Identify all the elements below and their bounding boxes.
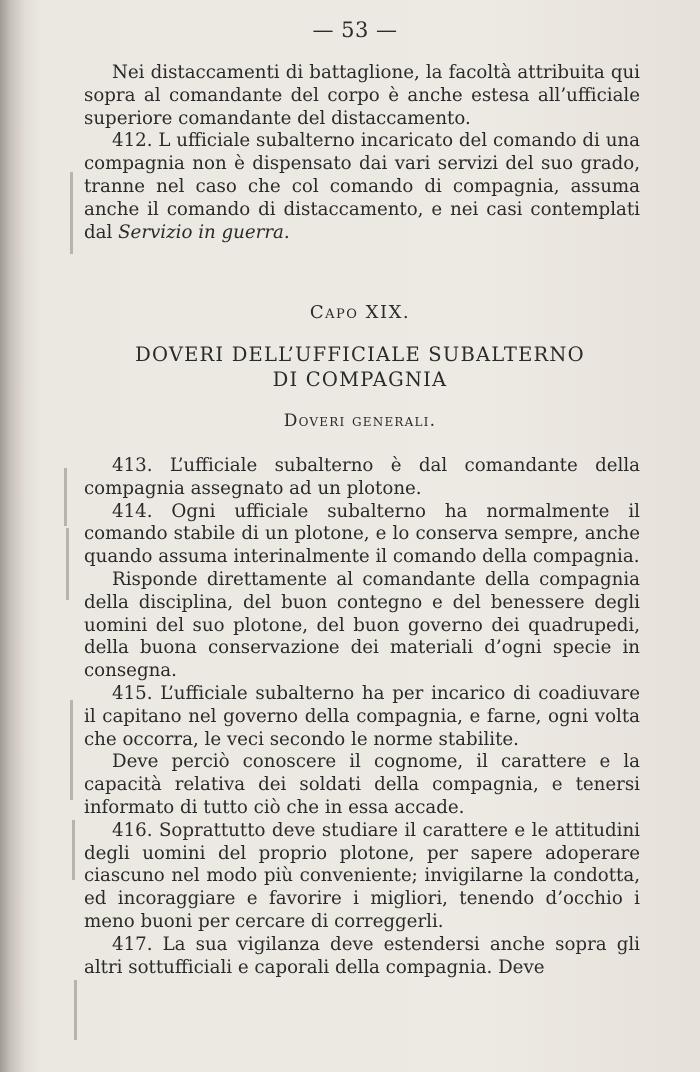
paragraph-417: 417. La sua vigilanza deve estendersi anche sopra gli altri sottufficiali e caporali della compagnia. Deve (84, 933, 640, 978)
margin-mark (74, 980, 77, 1040)
servizio-in-guerra-italic: Servizio in guerra (118, 221, 284, 243)
paragraph-distaccamenti: Nei distaccamenti di battaglione, la facoltà attribuita qui sopra al comandante del corpo è anche estesa all’ufficiale superiore comandante del distaccamento. (84, 62, 640, 129)
margin-mark (70, 700, 73, 800)
paragraph-413: 413. L’ufficiale subalterno è dal comandante della compagnia assegnato ad un plotone. (84, 455, 640, 499)
chapter-label: Capo XIX. (309, 302, 411, 323)
paragraph-414: 414. Ogni ufficiale subalterno ha normalmente il comando stabile di un plotone, e lo conserva sempre, anche quando assuma interinalmente il comando della compagnia. (84, 500, 640, 568)
body-text-block (84, 455, 640, 979)
paragraph-risponde: Risponde direttamente al comandante della compagnia della disciplina, del buon contegno e del benessere degli uomini del suo plotone, del buon governo dei quadrupedi, della buona conservazione dei materiali d’ogni specie in consegna. (84, 568, 640, 682)
paragraph-416: 416. Soprattutto deve studiare il carattere e le attitudini degli uomini del proprio plotone, per sapere adoperare ciascuno nel modo più conveniente; invigilarne la condotta, ed incoraggiare e favorire i migliori, tenendo d’occhio i meno buoni per cercare di correggerli. (84, 819, 640, 932)
margin-mark (64, 468, 67, 526)
margin-mark (70, 172, 73, 254)
margin-mark (72, 820, 75, 880)
book-gutter (0, 0, 24, 1072)
paragraph-415: 415. L’ufficiale subalterno ha per incarico di coadiuvare il capitano nel governo della compagnia, e farne, ogni volta che occorra, le veci secondo le norme stabilite. (84, 682, 640, 750)
chapter-title-line-2: DI COMPAGNIA (272, 368, 448, 391)
chapter-title (60, 342, 660, 392)
top-text-block (84, 62, 640, 244)
paragraph-412-start: 412. L ufficiale subalterno incaricato del comando di una compagnia non è dispensato dai vari servizi del suo grado, tranne nel caso che col comando di compagnia, assuma anche il comando di distaccamento, e nei casi contemplati dal (84, 130, 640, 243)
page-number: — 53 — (312, 18, 398, 42)
paragraph-412 (84, 130, 640, 244)
paragraph-412-end: . (283, 221, 290, 243)
section-subtitle: Doveri generali. (283, 411, 437, 431)
paragraph-deve-percio: Deve perciò conoscere il cognome, il carattere e la capacità relativa dei soldati della compagnia, e tenersi informato di tutto ciò che in essa accade. (84, 751, 640, 818)
margin-mark (66, 528, 69, 600)
chapter-title-line-1: DOVERI DELL’UFFICIALE SUBALTERNO (135, 343, 585, 366)
